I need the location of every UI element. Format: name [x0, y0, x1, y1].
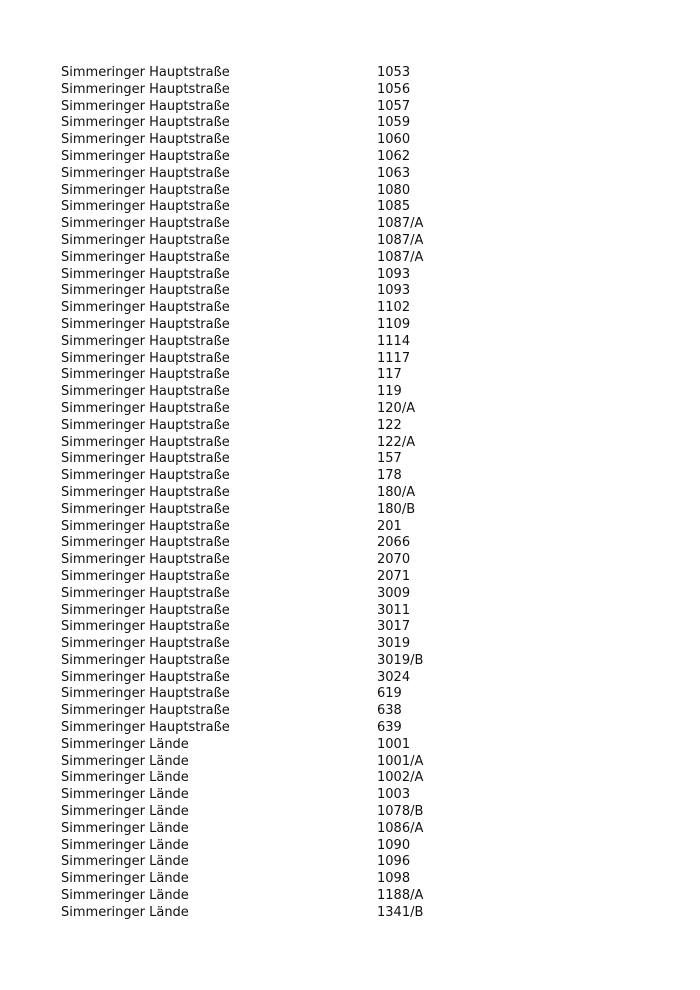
address-row	[61, 569, 481, 586]
street-name: Simmeringer Hauptstraße	[61, 568, 230, 584]
address-row	[61, 115, 481, 132]
street-name: Simmeringer Hauptstraße	[61, 535, 230, 551]
street-name: Simmeringer Hauptstraße	[61, 720, 230, 736]
house-number: 1188/A	[377, 888, 424, 904]
address-row	[61, 149, 481, 166]
street-name: Simmeringer Hauptstraße	[61, 669, 230, 685]
street-name: Simmeringer Hauptstraße	[61, 518, 230, 534]
street-name: Simmeringer Hauptstraße	[61, 434, 230, 450]
house-number: 3009	[377, 585, 411, 601]
street-name: Simmeringer Lände	[61, 736, 189, 752]
street-name: Simmeringer Hauptstraße	[61, 552, 230, 568]
house-number: 201	[377, 518, 402, 534]
house-number: 3024	[377, 669, 411, 685]
address-row	[61, 485, 481, 502]
house-number: 1086/A	[377, 820, 424, 836]
address-row	[61, 166, 481, 183]
address-row	[61, 703, 481, 720]
house-number: 157	[377, 451, 402, 467]
street-name: Simmeringer Hauptstraße	[61, 148, 230, 164]
street-name: Simmeringer Hauptstraße	[61, 468, 230, 484]
street-name: Simmeringer Lände	[61, 804, 189, 820]
address-row	[61, 250, 481, 267]
street-name: Simmeringer Hauptstraße	[61, 132, 230, 148]
address-row	[61, 183, 481, 200]
street-name: Simmeringer Hauptstraße	[61, 350, 230, 366]
address-row	[61, 871, 481, 888]
address-row	[61, 351, 481, 368]
address-row	[61, 233, 481, 250]
house-number: 1114	[377, 333, 411, 349]
address-row	[61, 603, 481, 620]
house-number: 120/A	[377, 400, 416, 416]
street-name: Simmeringer Hauptstraße	[61, 300, 230, 316]
house-number: 2070	[377, 552, 411, 568]
address-row	[61, 653, 481, 670]
house-number: 180/A	[377, 484, 416, 500]
street-name: Simmeringer Hauptstraße	[61, 182, 230, 198]
house-number: 639	[377, 720, 402, 736]
address-row	[61, 468, 481, 485]
house-number: 1062	[377, 148, 411, 164]
address-row	[61, 535, 481, 552]
address-row	[61, 636, 481, 653]
street-name: Simmeringer Hauptstraße	[61, 316, 230, 332]
address-row	[61, 216, 481, 233]
address-row	[61, 619, 481, 636]
house-number: 2066	[377, 535, 411, 551]
street-name: Simmeringer Hauptstraße	[61, 417, 230, 433]
house-number: 1087/A	[377, 249, 424, 265]
street-name: Simmeringer Lände	[61, 820, 189, 836]
house-number: 1341/B	[377, 904, 424, 920]
address-row	[61, 435, 481, 452]
house-number: 119	[377, 384, 402, 400]
house-number: 1063	[377, 165, 411, 181]
house-number: 2071	[377, 568, 411, 584]
house-number: 1087/A	[377, 232, 424, 248]
house-number: 1001/A	[377, 753, 424, 769]
address-row	[61, 838, 481, 855]
address-row	[61, 737, 481, 754]
street-name: Simmeringer Hauptstraße	[61, 333, 230, 349]
address-row	[61, 770, 481, 787]
address-row	[61, 821, 481, 838]
address-row	[61, 334, 481, 351]
address-row	[61, 519, 481, 536]
address-row	[61, 384, 481, 401]
address-row	[61, 300, 481, 317]
house-number: 1002/A	[377, 770, 424, 786]
address-row	[61, 367, 481, 384]
street-name: Simmeringer Lände	[61, 753, 189, 769]
house-number: 1109	[377, 316, 411, 332]
street-name: Simmeringer Hauptstraße	[61, 199, 230, 215]
house-number: 122	[377, 417, 402, 433]
street-name: Simmeringer Hauptstraße	[61, 602, 230, 618]
street-name: Simmeringer Lände	[61, 837, 189, 853]
house-number: 1093	[377, 266, 411, 282]
house-number: 1087/A	[377, 216, 424, 232]
street-name: Simmeringer Hauptstraße	[61, 585, 230, 601]
street-name: Simmeringer Hauptstraße	[61, 115, 230, 131]
house-number: 1001	[377, 736, 411, 752]
address-row	[61, 804, 481, 821]
house-number: 3019	[377, 636, 411, 652]
house-number: 117	[377, 367, 402, 383]
house-number: 178	[377, 468, 402, 484]
street-name: Simmeringer Lände	[61, 787, 189, 803]
house-number: 1080	[377, 182, 411, 198]
house-number: 1060	[377, 132, 411, 148]
address-row	[61, 283, 481, 300]
street-name: Simmeringer Lände	[61, 888, 189, 904]
address-row	[61, 586, 481, 603]
street-name: Simmeringer Hauptstraße	[61, 451, 230, 467]
house-number: 1090	[377, 837, 411, 853]
street-name: Simmeringer Hauptstraße	[61, 636, 230, 652]
street-name: Simmeringer Hauptstraße	[61, 400, 230, 416]
street-name: Simmeringer Hauptstraße	[61, 619, 230, 635]
address-row	[61, 199, 481, 216]
street-name: Simmeringer Hauptstraße	[61, 686, 230, 702]
address-row	[61, 65, 481, 82]
street-name: Simmeringer Hauptstraße	[61, 249, 230, 265]
street-name: Simmeringer Lände	[61, 854, 189, 870]
house-number: 1057	[377, 98, 411, 114]
street-name: Simmeringer Hauptstraße	[61, 501, 230, 517]
address-row	[61, 670, 481, 687]
address-row	[61, 754, 481, 771]
house-number: 1078/B	[377, 804, 424, 820]
house-number: 1059	[377, 115, 411, 131]
street-name: Simmeringer Hauptstraße	[61, 703, 230, 719]
address-row	[61, 451, 481, 468]
house-number: 1098	[377, 871, 411, 887]
street-name: Simmeringer Hauptstraße	[61, 266, 230, 282]
street-name: Simmeringer Hauptstraße	[61, 65, 230, 80]
address-row	[61, 502, 481, 519]
address-row	[61, 82, 481, 99]
address-row	[61, 888, 481, 905]
address-row	[61, 720, 481, 737]
address-row	[61, 905, 481, 922]
house-number: 3017	[377, 619, 411, 635]
street-name: Simmeringer Hauptstraße	[61, 98, 230, 114]
address-row	[61, 854, 481, 871]
address-row	[61, 418, 481, 435]
house-number: 1053	[377, 65, 411, 80]
house-number: 3011	[377, 602, 411, 618]
house-number: 3019/B	[377, 652, 424, 668]
address-row	[61, 686, 481, 703]
house-number: 180/B	[377, 501, 416, 517]
street-name: Simmeringer Hauptstraße	[61, 165, 230, 181]
address-row	[61, 99, 481, 116]
house-number: 1085	[377, 199, 411, 215]
street-name: Simmeringer Hauptstraße	[61, 81, 230, 97]
street-name: Simmeringer Lände	[61, 904, 189, 920]
house-number: 638	[377, 703, 402, 719]
address-list	[61, 65, 481, 922]
street-name: Simmeringer Hauptstraße	[61, 283, 230, 299]
street-name: Simmeringer Hauptstraße	[61, 216, 230, 232]
street-name: Simmeringer Hauptstraße	[61, 384, 230, 400]
street-name: Simmeringer Lände	[61, 871, 189, 887]
house-number: 1003	[377, 787, 411, 803]
street-name: Simmeringer Lände	[61, 770, 189, 786]
house-number: 1093	[377, 283, 411, 299]
street-name: Simmeringer Hauptstraße	[61, 367, 230, 383]
address-row	[61, 787, 481, 804]
address-row	[61, 132, 481, 149]
street-name: Simmeringer Hauptstraße	[61, 232, 230, 248]
house-number: 122/A	[377, 434, 416, 450]
house-number: 1102	[377, 300, 411, 316]
house-number: 1096	[377, 854, 411, 870]
house-number: 619	[377, 686, 402, 702]
house-number: 1056	[377, 81, 411, 97]
address-row	[61, 267, 481, 284]
address-row	[61, 317, 481, 334]
address-row	[61, 552, 481, 569]
street-name: Simmeringer Hauptstraße	[61, 652, 230, 668]
address-row	[61, 401, 481, 418]
house-number: 1117	[377, 350, 411, 366]
street-name: Simmeringer Hauptstraße	[61, 484, 230, 500]
